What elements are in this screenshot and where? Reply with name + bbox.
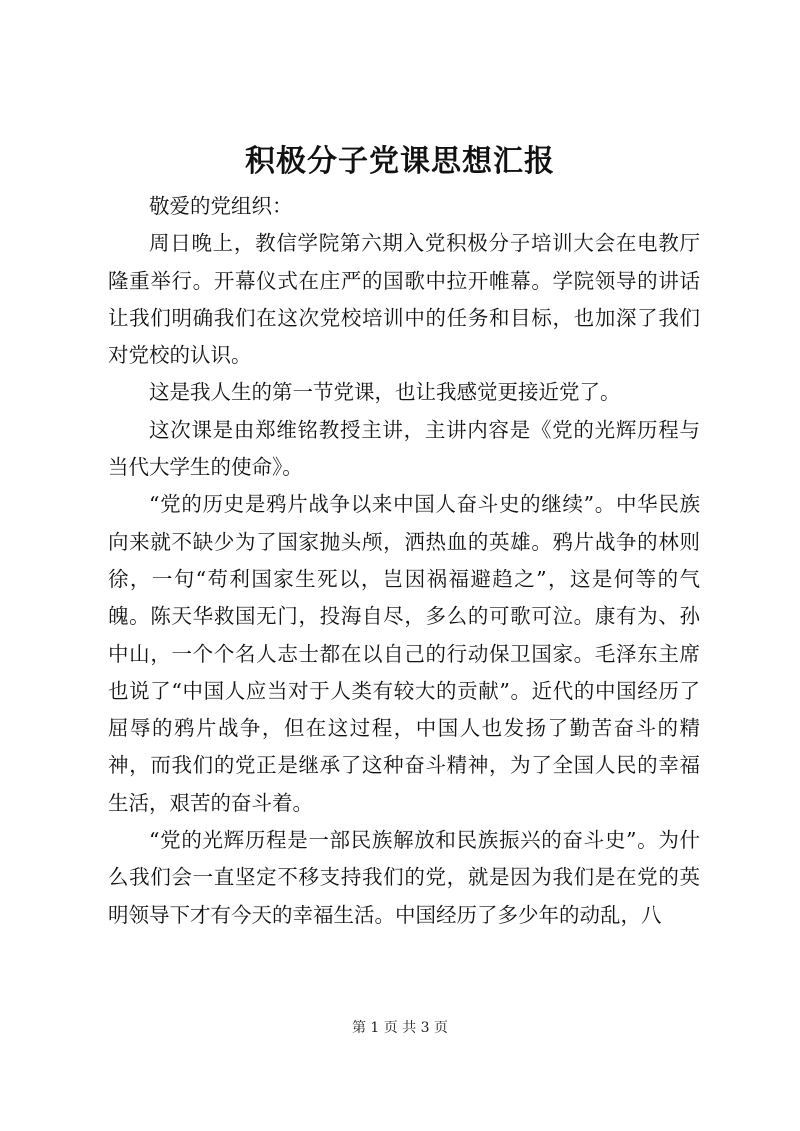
document-body <box>108 188 700 934</box>
paragraph-1: 周日晚上，教信学院第六期入党积极分子培训大会在电教厅隆重举行。开幕仪式在庄严的国歌中拉开帷幕。学院领导的讲话让我们明确我们在这次党校培训中的任务和目标，也加深了我们对党校的认识。 <box>108 231 700 368</box>
salutation: 敬爱的党组织： <box>149 194 293 218</box>
paragraph-2: 这是我人生的第一节党课，也让我感觉更接近党了。 <box>149 380 621 405</box>
paragraph-5: “党的光辉历程是一部民族解放和民族振兴的奋斗史”。为什么我们会一直坚定不移支持我们的党，就是因为我们是在党的英明领导下才有今天的幸福生活。中国经历了多少年的动乱，八 <box>108 828 700 927</box>
paragraph-3: 这次课是由郑维铭教授主讲，主讲内容是《党的光辉历程与当代大学生的使命》。 <box>108 417 700 480</box>
paragraph-4: “党的历史是鸦片战争以来中国人奋斗史的继续”。中华民族向来就不缺少为了国家抛头颅，洒热血的英雄。鸦片战争的林则徐，一句“苟利国家生死以，岂因祸福避趋之”，这是何等的气魄。陈天华救国无门，投海自尽，多么的可歌可泣。康有为、孙中山，一个个名人志士都在以自己的行动保卫国家。毛泽东主席也说了“中国人应当对于人类有较大的贡献”。近代的中国经历了屈辱的鸦片战争，但在这过程，中国人也发扬了勤苦奋斗的精神，而我们的党正是继承了这种奋斗精神，为了全国人民的幸福生活，艰苦的奋斗着。 <box>108 492 700 815</box>
page-footer: 第 1 页 共 3 页 <box>351 1020 449 1036</box>
document-title: 积极分子党课思想汇报 <box>245 144 555 179</box>
